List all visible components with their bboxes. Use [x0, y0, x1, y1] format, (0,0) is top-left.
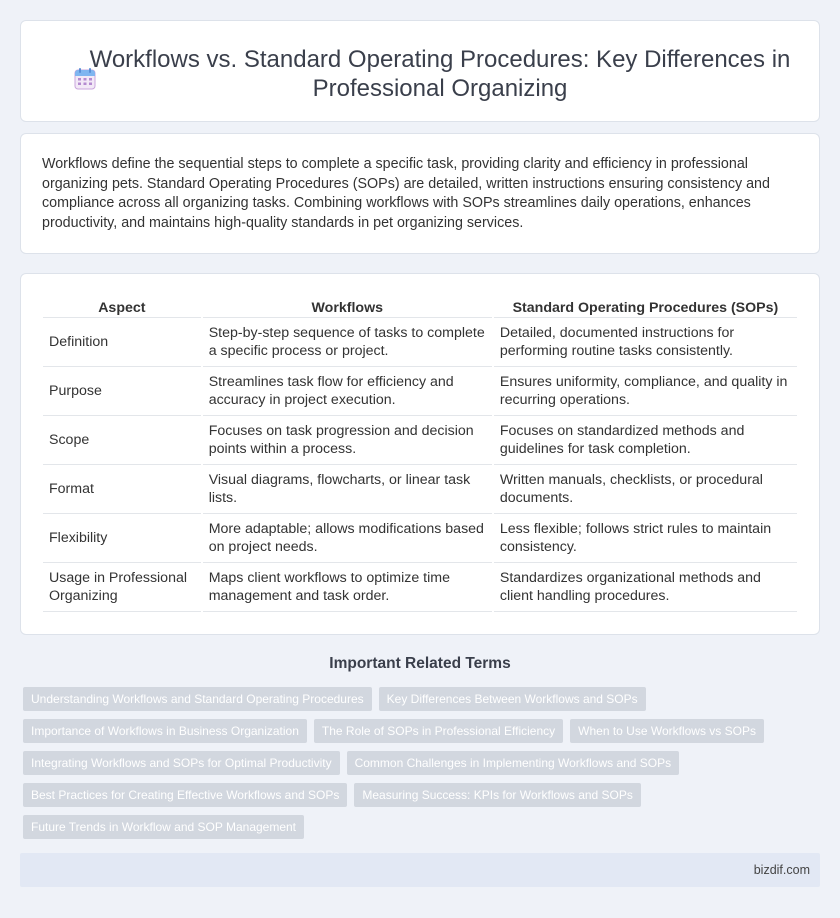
table-cell-sops: Standardizes organizational methods and client handling procedures. [494, 563, 797, 612]
related-term-tag[interactable]: Future Trends in Workflow and SOP Management [23, 815, 304, 839]
related-terms-list [23, 687, 823, 839]
table-row [43, 514, 797, 563]
table-row [43, 563, 797, 612]
related-term-tag[interactable]: Integrating Workflows and SOPs for Optimal Productivity [23, 751, 340, 775]
comparison-table-card [20, 273, 820, 635]
table-header-row [43, 294, 797, 318]
table-cell-sops: Ensures uniformity, compliance, and quality in recurring operations. [494, 367, 797, 416]
related-term-tag[interactable]: Importance of Workflows in Business Organization [23, 719, 307, 743]
table-cell-aspect: Flexibility [43, 514, 201, 563]
table-cell-aspect: Usage in Professional Organizing [43, 563, 201, 612]
table-cell-workflows: More adaptable; allows modifications based on project needs. [203, 514, 492, 563]
table-cell-aspect: Purpose [43, 367, 201, 416]
table-row [43, 318, 797, 367]
table-cell-aspect: Format [43, 465, 201, 514]
page-title: Workflows vs. Standard Operating Procedures: Key Differences in Professional Organizing [89, 46, 791, 102]
related-term-tag[interactable]: When to Use Workflows vs SOPs [570, 719, 764, 743]
table-cell-sops: Focuses on standardized methods and guidelines for task completion. [494, 416, 797, 465]
table-row [43, 367, 797, 416]
table-cell-workflows: Streamlines task flow for efficiency and accuracy in project execution. [203, 367, 492, 416]
footer-site-name[interactable]: bizdif.com [753, 863, 810, 877]
table-cell-workflows: Focuses on task progression and decision points within a process. [203, 416, 492, 465]
table-cell-workflows: Maps client workflows to optimize time management and task order. [203, 563, 492, 612]
table-row [43, 416, 797, 465]
related-term-tag[interactable]: Key Differences Between Workflows and SOPs [379, 687, 646, 711]
table-cell-sops: Less flexible; follows strict rules to maintain consistency. [494, 514, 797, 563]
table-cell-aspect: Scope [43, 416, 201, 465]
table-cell-sops: Written manuals, checklists, or procedural documents. [494, 465, 797, 514]
table-cell-workflows: Step-by-step sequence of tasks to complete a specific process or project. [203, 318, 492, 367]
column-header-workflows: Workflows [203, 294, 492, 318]
column-header-sops: Standard Operating Procedures (SOPs) [494, 294, 797, 318]
table-cell-aspect: Definition [43, 318, 201, 367]
related-term-tag[interactable]: Best Practices for Creating Effective Workflows and SOPs [23, 783, 347, 807]
column-header-aspect: Aspect [43, 294, 201, 318]
table-cell-sops: Detailed, documented instructions for performing routine tasks consistently. [494, 318, 797, 367]
intro-card [20, 133, 820, 254]
related-term-tag[interactable]: Understanding Workflows and Standard Operating Procedures [23, 687, 372, 711]
footer-bar [20, 853, 820, 887]
related-term-tag[interactable]: Measuring Success: KPIs for Workflows and SOPs [354, 783, 641, 807]
table-row [43, 465, 797, 514]
title-card [20, 20, 820, 122]
table-cell-workflows: Visual diagrams, flowcharts, or linear task lists. [203, 465, 492, 514]
related-term-tag[interactable]: The Role of SOPs in Professional Efficiency [314, 719, 563, 743]
related-term-tag[interactable]: Common Challenges in Implementing Workflows and SOPs [347, 751, 680, 775]
related-terms-heading: Important Related Terms [329, 655, 511, 672]
intro-paragraph: Workflows define the sequential steps to complete a specific task, providing clarity and efficiency in professional organizing pets. Standard Operating Procedures (SOPs) are detailed, written instructions ensuring consistency and compliance across all organizing tasks. Combining workflows with SOPs streamlines daily operations, enhances productivity, and maintains high-quality standards in pet organizing services. [42, 156, 770, 231]
comparison-table [41, 294, 799, 612]
